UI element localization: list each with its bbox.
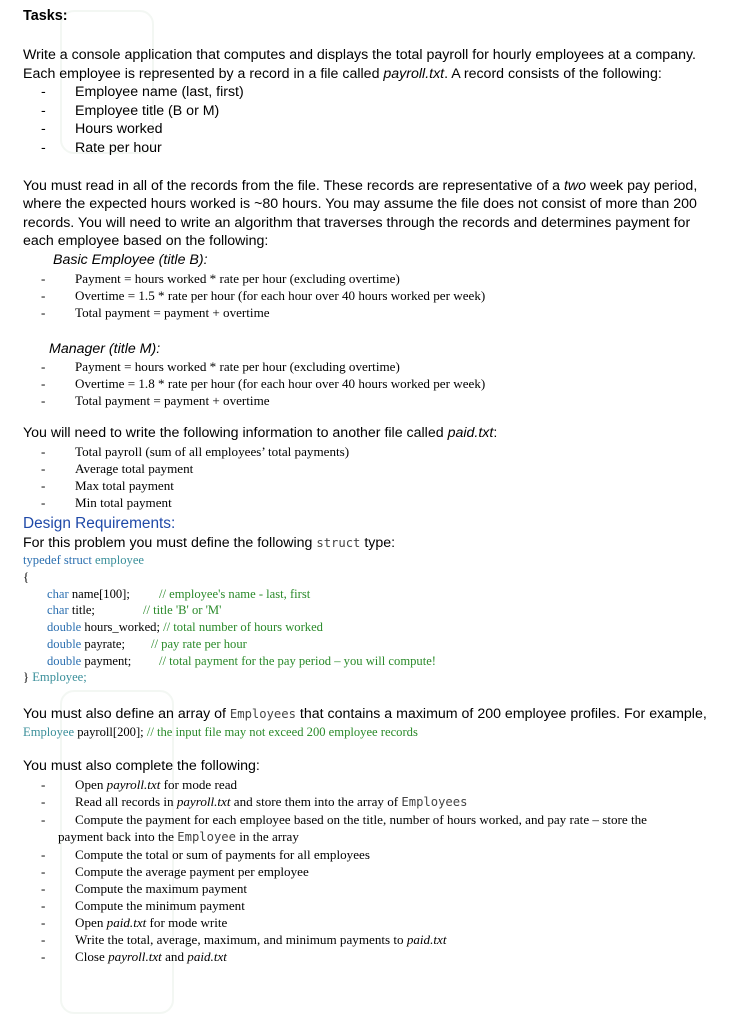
complete-list [23,776,713,965]
code-line: double payrate; // pay rate per hour [47,636,247,651]
list-item: - Compute the minimum payment [23,897,713,914]
code-line: char title; // title 'B' or 'M' [47,603,222,618]
array-paragraph: You must also define an array of Employees that contains a maximum of 200 employee profiles. For example, [23,705,707,722]
struct-intro: For this problem you must define the following struct type: [23,534,396,551]
list-item: - Compute the payment for each employee based on the title, number of hours worked, and pay rate – store the [23,811,713,828]
list-item: - Total payment = payment + overtime [23,392,713,409]
tasks-heading: Tasks: [23,8,68,24]
list-item: - Compute the maximum payment [23,880,713,897]
intro-paragraph: Write a console application that computes and displays the total payroll for hourly employees at a company. Each employee is represented by a record in a file called payroll.txt. A record consists of the following: [23,47,696,82]
list-item: - Average total payment [23,460,713,477]
basic-rules-list [23,270,713,321]
list-item: - Employee title (B or M) [23,102,713,121]
records-paragraph: You must read in all of the records from the file. These records are representative of a two week pay period, where the expected hours worked is ~80 hours. You may assume the file does not consist of more than 200 records. You will need to write an algorithm that traverses through the records and determines payment for each employee based on the following: [23,177,698,250]
manager-rules-list [23,358,713,409]
code-line: double payment; // total payment for the pay period – you will compute! [47,653,436,668]
document [23,6,713,965]
list-item: - Min total payment [23,494,713,511]
basic-employee-title: Basic Employee (title B): [53,251,208,268]
code-line: typedef struct employee [23,553,145,568]
list-item: - Overtime = 1.5 * rate per hour (for each hour over 40 hours worked per week) [23,287,713,304]
code-line: } Employee; [23,670,87,685]
code-line: char name[100]; // employee's name - last, first [47,586,311,601]
list-item: - Open payroll.txt for mode read [23,776,713,793]
list-item: - Payment = hours worked * rate per hour (excluding overtime) [23,358,713,375]
design-requirements-heading: Design Requirements: [23,514,176,532]
list-item: - Overtime = 1.8 * rate per hour (for each hour over 40 hours worked per week) [23,375,713,392]
code-line: double hours_worked; // total number of hours worked [47,620,323,635]
list-item: - Close payroll.txt and paid.txt [23,948,713,965]
record-fields-list [23,83,713,157]
list-item: - Write the total, average, maximum, and minimum payments to paid.txt [23,931,713,948]
list-item: - Max total payment [23,477,713,494]
list-item: - Total payroll (sum of all employees’ total payments) [23,443,713,460]
array-code-line: Employee payroll[200]; // the input file may not exceed 200 employee records [23,724,418,739]
filename: payroll.txt [383,65,445,82]
list-item-continuation: payment back into the Employee in the array [58,828,299,844]
manager-title: Manager (title M): [49,340,161,357]
output-paragraph: You will need to write the following information to another file called paid.txt: [23,425,498,442]
list-item: - Open paid.txt for mode write [23,914,713,931]
list-item: - Hours worked [23,120,713,139]
list-item: - Read all records in payroll.txt and store them into the array of Employees [23,793,713,811]
list-item: - Employee name (last, first) [23,83,713,102]
list-item: - Compute the total or sum of payments for all employees [23,846,713,863]
complete-heading: You must also complete the following: [23,758,260,775]
output-items-list [23,443,713,511]
list-item: - Compute the average payment per employee [23,863,713,880]
list-item: - Rate per hour [23,139,713,158]
code-line: { [23,570,30,585]
list-item: - Total payment = payment + overtime [23,304,713,321]
struct-code-block [23,552,713,686]
list-item: - Payment = hours worked * rate per hour (excluding overtime) [23,270,713,287]
